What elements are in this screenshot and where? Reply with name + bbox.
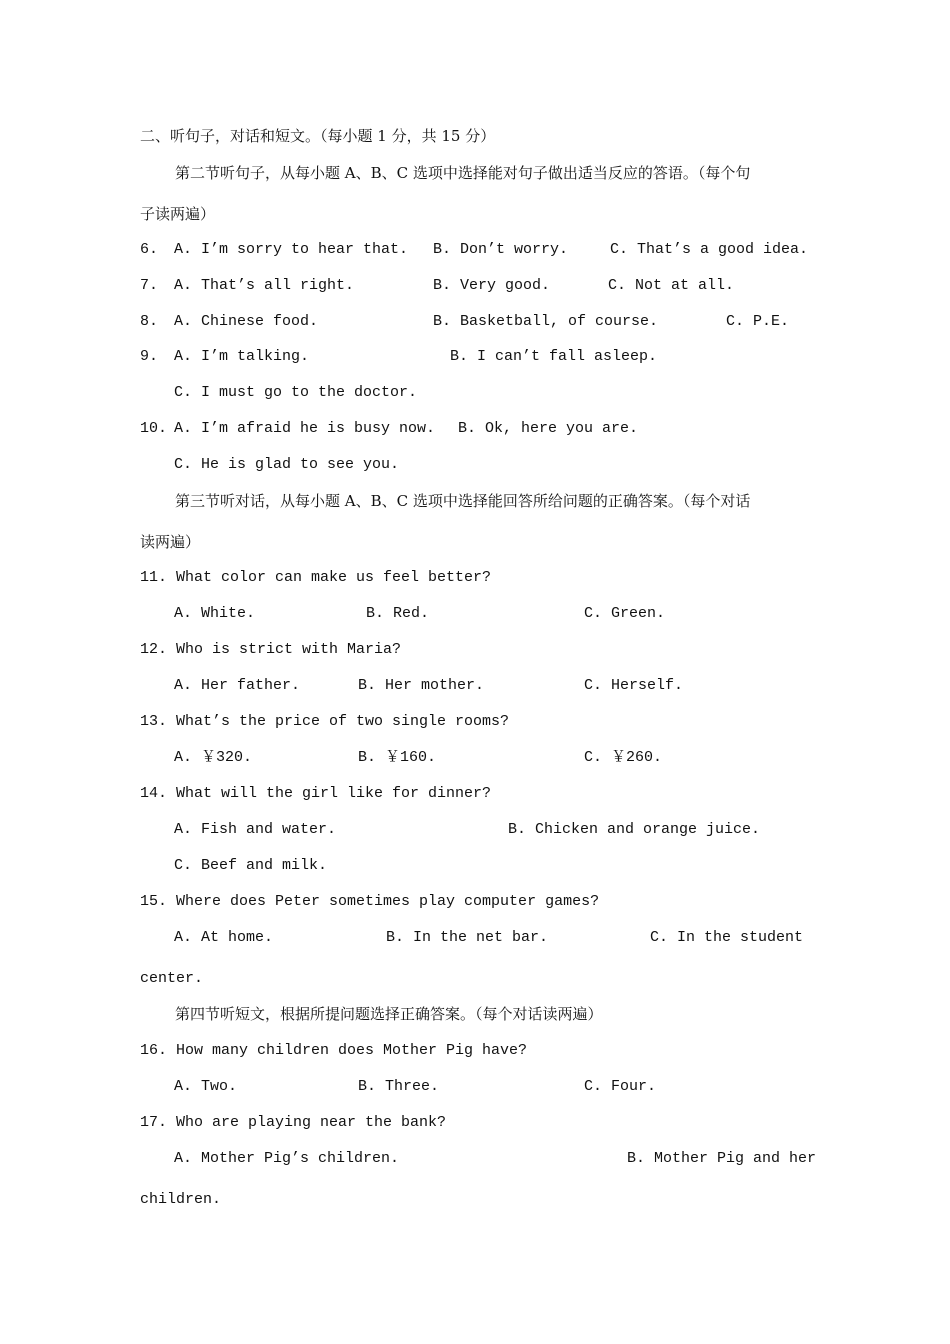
question-9-option-c: C. I must go to the doctor. <box>174 384 418 401</box>
option-b: B. Ok, here you are. <box>458 420 639 437</box>
option-a: A. I’m afraid he is busy now. <box>174 420 436 437</box>
question-15-stem: 15. Where does Peter sometimes play computer games? <box>140 893 600 910</box>
option-a: A. That’s all right. <box>174 277 355 294</box>
option-a: A. I’m talking. <box>174 348 310 365</box>
question-13-stem: 13. What’s the price of two single rooms? <box>140 713 510 730</box>
question-14-option-c: C. Beef and milk. <box>174 857 328 874</box>
option-b: B. Don’t worry. <box>433 241 569 258</box>
option-c: C. P.E. <box>726 313 790 330</box>
question-17-stem: 17. Who are playing near the bank? <box>140 1114 447 1131</box>
option-c: C. Not at all. <box>608 277 735 294</box>
question-16-stem: 16. How many children does Mother Pig have? <box>140 1042 528 1059</box>
option-b: B. Basketball, of course. <box>433 313 659 330</box>
option-b: B. I can’t fall asleep. <box>450 348 658 365</box>
option-c: C. That’s a good idea. <box>610 241 809 258</box>
question-14-stem: 14. What will the girl like for dinner? <box>140 785 492 802</box>
option-b: B. Very good. <box>433 277 551 294</box>
option-a: A. Chinese food. <box>174 313 319 330</box>
option-a: A. I’m sorry to hear that. <box>174 241 409 258</box>
part4-instruction: 第四节听短文，根据所提问题选择正确答案。（每个对话读两遍） <box>175 1005 603 1023</box>
question-12-stem: 12. Who is strict with Maria? <box>140 641 402 658</box>
question-15-option-c-cont: center. <box>140 970 204 987</box>
question-10-option-c: C. He is glad to see you. <box>174 456 400 473</box>
question-11-stem: 11. What color can make us feel better? <box>140 569 492 586</box>
question-17-option-b-cont: children. <box>140 1191 222 1208</box>
section-title: 二、听句子，对话和短文。（每小题 1 分，共 15 分） <box>140 127 496 145</box>
